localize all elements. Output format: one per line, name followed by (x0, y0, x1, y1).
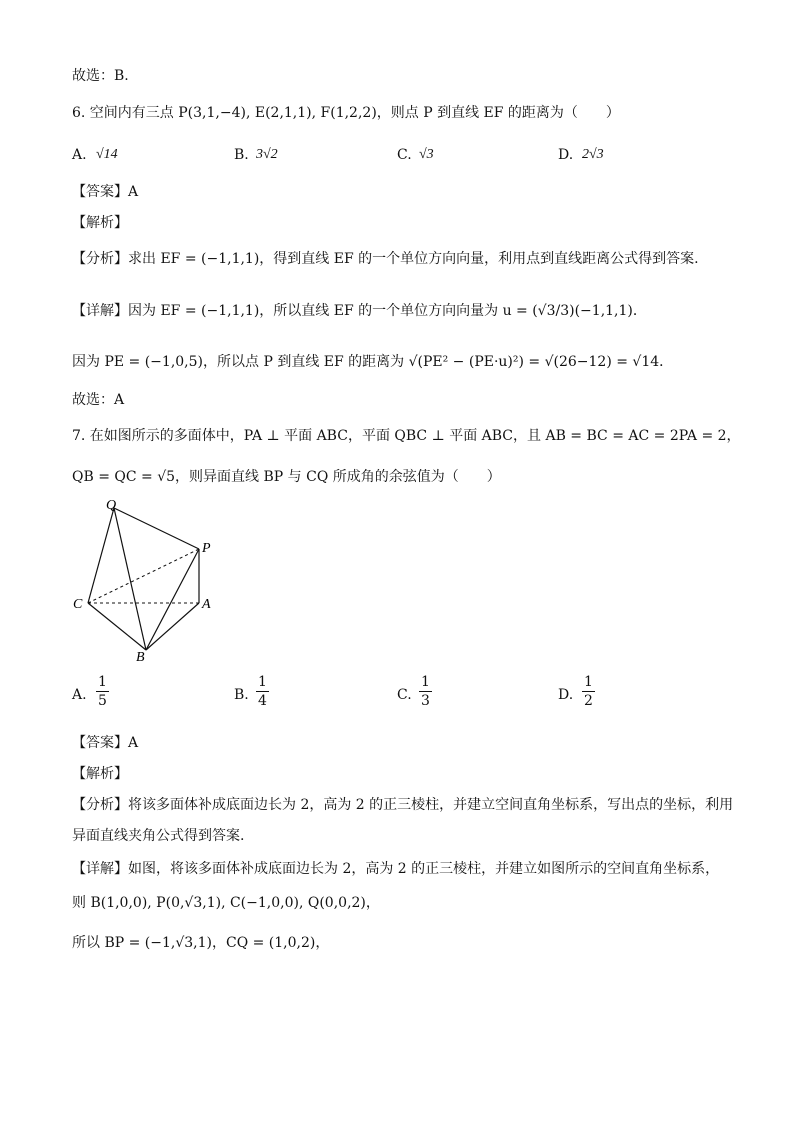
denominator: 4 (258, 693, 267, 709)
edge-qc (88, 508, 114, 603)
denominator: 5 (98, 693, 107, 709)
text-line: 故选：B. (72, 68, 129, 84)
choice-a-label: A. (72, 147, 87, 163)
vertex-label-b: B (136, 650, 145, 665)
conclusion: 故选：A (72, 392, 125, 408)
detail-line: 【详解】因为 EF = (−1,1,1)，所以直线 EF 的一个单位方向向量为 u = (√3/3)(−1,1,1)． (72, 303, 647, 319)
vertex-label-a: A (202, 597, 211, 612)
choice-b-fraction (242, 673, 269, 710)
denominator: 2 (584, 693, 593, 709)
analysis-heading: 【解析】 (72, 766, 128, 782)
analysis-summary-cont: 异面直线夹角公式得到答案. (72, 828, 245, 844)
question-7-stem: 7. 在如图所示的多面体中，PA ⊥ 平面 ABC，平面 QBC ⊥ 平面 ABC，且 AB = BC = AC = 2PA = 2， (72, 428, 741, 444)
choice-c-value: √3 (419, 147, 434, 162)
vertex-label-q: Q (106, 498, 117, 513)
numerator: 1 (258, 674, 267, 690)
choice-b-label: B. (234, 687, 249, 703)
choice-a-fraction (82, 673, 109, 710)
choice-b-value: 3√2 (256, 147, 278, 162)
polyhedron-diagram (60, 495, 230, 665)
edge-ab (146, 603, 199, 650)
numerator: 1 (584, 674, 593, 690)
answer-label: 【答案】A (72, 184, 139, 200)
choice-c-label: C. (397, 687, 412, 703)
detail-line: 所以 BP = (−1,√3,1)，CQ = (1,0,2)， (72, 935, 330, 951)
detail-line: 则 B(1,0,0), P(0,√3,1), C(−1,0,0), Q(0,0,2)， (72, 895, 380, 911)
numerator: 1 (98, 674, 107, 690)
choice-c-fraction (405, 673, 432, 710)
vertex-label-p: P (202, 541, 211, 556)
choice-d-fraction (568, 673, 595, 710)
choice-a-value: √14 (96, 147, 118, 162)
detail-line: 【详解】如图，将该多面体补成底面边长为 2，高为 2 的正三棱柱，并建立如图所示的空间直角坐标系， (72, 861, 720, 877)
question-6-stem: 6. 空间内有三点 P(3,1,−4), E(2,1,1), F(1,2,2)，则点 P 到直线 EF 的距离为（ ） (72, 105, 620, 121)
detail-line: 因为 PE = (−1,0,5)，所以点 P 到直线 EF 的距离为 √(PE² − (PE·u)²) = √(26−12) = √14． (72, 354, 674, 370)
choice-d-label: D. (558, 687, 574, 703)
edge-pb (146, 549, 199, 650)
analysis-heading: 【解析】 (72, 215, 128, 231)
analysis-summary: 【分析】将该多面体补成底面边长为 2，高为 2 的正三棱柱，并建立空间直角坐标系，写出点的坐标，利用 (72, 797, 734, 813)
question-7-stem-cont: QB = QC = √5，则异面直线 BP 与 CQ 所成角的余弦值为（ ） (72, 469, 501, 485)
choice-d-label: D. (558, 147, 574, 163)
analysis-summary: 【分析】求出 EF = (−1,1,1)，得到直线 EF 的一个单位方向向量，利用点到直线距离公式得到答案. (72, 251, 699, 267)
choice-c-label: C. (397, 147, 412, 163)
denominator: 3 (421, 693, 430, 709)
polyhedron-figure (60, 495, 230, 665)
edge-cp-hidden (88, 549, 199, 603)
answer-label: 【答案】A (72, 735, 139, 751)
choice-a-label: A. (72, 687, 87, 703)
choice-d-value: 2√3 (582, 147, 604, 162)
choice-b-label: B. (234, 147, 249, 163)
numerator: 1 (421, 674, 430, 690)
vertex-label-c: C (73, 597, 83, 612)
edge-qp (114, 508, 199, 549)
